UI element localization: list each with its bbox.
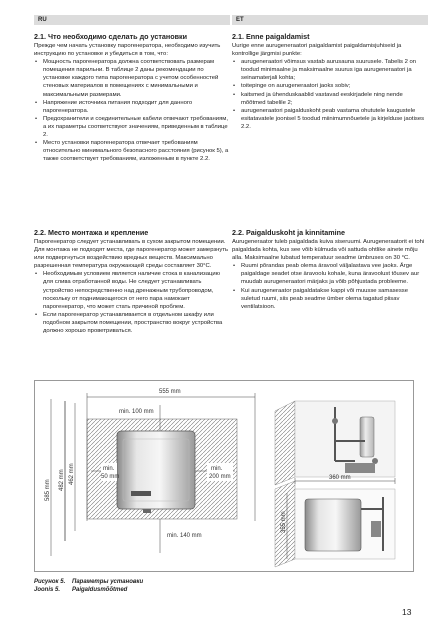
- section-title: 2.2. Место монтажа и крепление: [34, 228, 149, 237]
- list-item: • Напряжение источника питания подходит для данного парогенератора.: [34, 99, 230, 115]
- dim-width-360: 360 mm: [329, 475, 351, 481]
- section-title: 2.1. Что необходимо сделать до установки: [34, 32, 188, 41]
- bullet-list: [34, 58, 230, 163]
- installed-view: [275, 481, 395, 567]
- dim-min-left-1: min.: [103, 466, 115, 472]
- paragraph: Uurige enne aurugeneraatori paigaldamist paigaldamisjuhiseid ja kontrollige järgmisi punkte:: [232, 43, 402, 58]
- bullet-list: [232, 262, 428, 311]
- list-item: • Предохранители и соединительные кабели отвечают требованиям, а их параметры соответствуют значениям, приведенным в таблице 2.: [34, 115, 230, 139]
- caption-label-ru: Рисунок 5.: [34, 579, 66, 585]
- column-et-section2: [232, 228, 428, 311]
- paragraph: Прежде чем начать установку парогенератора, необходимо изучить инструкцию по установке и убедиться в том, что:: [34, 43, 221, 58]
- list-item: • Мощность парогенератора должна соответствовать размерам помещения парильни. В таблице 2 даны рекомендации по установке каждого типа парогенератора с учетом особенностей стеновых материалов в помещениях с минимальными и максимальными размерами.: [34, 58, 230, 98]
- figure-caption: [34, 578, 143, 594]
- dim-min-bottom: min. 140 mm: [167, 533, 202, 539]
- list-item: • aurugeneraatori võimsus vastab aurusauna suurusele. Tabelis 2 on toodud minimaalne ja maksimaalne suurus iga aurugeneraatori ja seinamaterjali kohta;: [232, 58, 428, 82]
- language-tag-et: ET: [232, 15, 428, 25]
- steam-generator-body: [117, 431, 195, 509]
- paragraph: Aurugeneraator tuleb paigaldada kuiva siseruumi. Aurugeneraatorit ei tohi paigaldada kohta, kus see võib külmuda või sattuda ohtlike ainete mõju alla. Maksimaalne lubatud temperatuur seadme ümbruses on 30 °C.: [232, 239, 425, 262]
- dim-width-top: 555 mm: [159, 389, 181, 395]
- section-title: 2.1. Enne paigaldamist: [232, 32, 310, 41]
- column-ru: [34, 32, 230, 163]
- installation-figure: [34, 380, 414, 572]
- column-et: [232, 32, 428, 131]
- dim-min-right-1: min.: [211, 466, 223, 472]
- caption-label-et: Joonis 5.: [34, 587, 61, 593]
- list-item: • Необходимым условием является наличие стока в канализацию для слива отработанной воды. Не следует устанавливать устройство непосредственно над дренажным трубопроводом, поскольку от поднимающегося от него пара намокает парогенератор, что может стать причиной проблем.: [34, 270, 230, 310]
- dim-height-462: 462 mm: [69, 463, 75, 485]
- installed-generator: [305, 499, 361, 551]
- paragraph: Парогенератор следует устанавливать в сухом закрытом помещении. Для монтажа не подходят места, где парогенератор может замерзнуть или подвергнуться воздействию вредных веществ. Максимально разрешенная температура окружающей среды составляет 30°C.: [34, 239, 229, 270]
- caption-text-ru: Параметры установки: [72, 579, 144, 585]
- dim-min-top: min. 100 mm: [119, 409, 154, 415]
- list-item: • toitepinge on aurugeneraatori jaoks sobiv;: [232, 82, 428, 90]
- list-item: • aurugeneraatori paigalduskoht peab vastama ohututele kaugustele esitatavatele joonisel 5 toodud miinimumnõuetele ja kirjelduse jaotises 2.2.: [232, 107, 428, 131]
- dim-height-355: 355 mm: [281, 511, 287, 533]
- dim-min-left-2: 50 mm: [101, 474, 120, 480]
- list-item: • kaitsmed ja ühenduskaablid vastavad eeskirjadele ning nende mõõtmed tabelile 2;: [232, 91, 428, 107]
- list-item: • Место установки парогенератора отвечает требованиям относительно минимального безопасного расстояния (рисунок 5), а также соответствует требованиям, изложенным в пункте 2.2.: [34, 139, 230, 163]
- page-number: 13: [402, 607, 412, 617]
- control-panel: [131, 491, 151, 496]
- caption-text-et: Paigaldusmõõtmed: [72, 587, 128, 593]
- front-view: [45, 389, 255, 556]
- section-title: 2.2. Paigalduskoht ja kinnitamine: [232, 228, 346, 237]
- valve-column: [360, 417, 374, 457]
- bullet-list: [34, 270, 230, 335]
- dim-min-right-2: 200 mm: [209, 474, 231, 480]
- dim-height-482: 482 mm: [59, 469, 65, 491]
- bullet-list: [232, 58, 428, 131]
- list-item: • Ruumi põrandas peab olema äravool väljalastava vee jaoks. Ärge paigaldage seadet otse äravoolu kohale, kuna äravoolust tõusev aur muudab aurugeneraatori märjaks ja võib põhjustada probleeme.: [232, 262, 428, 286]
- list-item: • Kui aurugeneraator paigaldatakse kappi või muusse samasesse suletud ruumi, siis peab seadme ümber olema tagatud piisav ventilatsioon.: [232, 287, 428, 311]
- list-item: • Если парогенератор устанавливается в отдельном шкафу или подобном закрытом помещении, пространство вокруг устройства должно хорошо проветриваться.: [34, 311, 230, 335]
- dim-height-585: 585 mm: [45, 479, 51, 501]
- perspective-view: [275, 401, 395, 485]
- language-tag-ru: RU: [34, 15, 230, 25]
- installation-diagram: [35, 381, 413, 571]
- column-ru-section2: [34, 228, 230, 335]
